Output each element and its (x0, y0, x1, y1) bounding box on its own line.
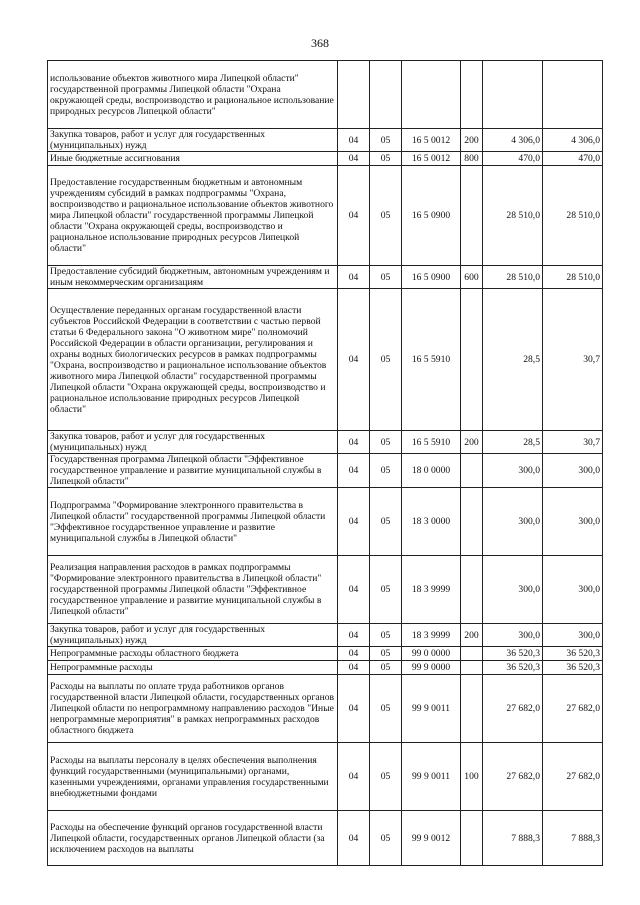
subsection-code-cell: 05 (370, 431, 402, 454)
amount-year2-cell: 300,0 (543, 624, 603, 647)
expense-type-cell (461, 647, 483, 661)
expense-type-cell (461, 556, 483, 624)
amount-year1-cell: 28,5 (483, 431, 543, 454)
table-row (48, 152, 603, 166)
row-name-cell: Непрограммные расходы областного бюджета (48, 647, 338, 661)
section-code-cell: 04 (338, 624, 370, 647)
subsection-code-cell: 05 (370, 556, 402, 624)
expense-type-cell: 600 (461, 266, 483, 289)
amount-year1-cell: 36 520,3 (483, 661, 543, 675)
expense-type-cell (461, 454, 483, 488)
amount-year1-cell: 300,0 (483, 488, 543, 556)
row-name-cell: использование объектов животного мира Липецкой области" государственной программы Липецкой области "Охрана окружающей среды, воспроизводство и рациональное использование природных ресурсов Липецкой области" (48, 61, 338, 129)
table-row (48, 129, 603, 152)
expense-type-cell (461, 166, 483, 266)
subsection-code-cell: 05 (370, 811, 402, 866)
section-code-cell: 04 (338, 661, 370, 675)
amount-year1-cell (483, 61, 543, 129)
target-article-cell: 99 0 0000 (402, 647, 461, 661)
table-row (48, 556, 603, 624)
amount-year1-cell: 27 682,0 (483, 675, 543, 743)
target-article-cell: 16 5 0900 (402, 166, 461, 266)
target-article-cell: 99 9 0011 (402, 743, 461, 811)
target-article-cell: 18 0 0000 (402, 454, 461, 488)
section-code-cell: 04 (338, 289, 370, 431)
subsection-code-cell: 05 (370, 152, 402, 166)
page-number: 368 (311, 36, 329, 50)
row-name-cell: Закупка товаров, работ и услуг для государственных (муниципальных) нужд (48, 129, 338, 152)
subsection-code-cell: 05 (370, 647, 402, 661)
amount-year2-cell (543, 61, 603, 129)
table-row (48, 743, 603, 811)
amount-year1-cell: 300,0 (483, 556, 543, 624)
table-row (48, 454, 603, 488)
target-article-cell: 18 3 0000 (402, 488, 461, 556)
amount-year1-cell: 28 510,0 (483, 266, 543, 289)
table-row (48, 266, 603, 289)
expense-type-cell: 100 (461, 743, 483, 811)
expense-type-cell (461, 289, 483, 431)
row-name-cell: Осуществление переданных органам государственной власти субъектов Российской Федерации в соответствии с частью первой статьи 6 Федерального закона "О животном мире" полномочий Российской Федерации в области организации, регулирования и охраны водных биологических ресурсов в рамках подпрограммы "Охрана, воспроизводство и рациональное использование объектов животного мира Липецкой области" государственной программы Липецкой области "Охрана окружающей среды, воспроизводство и рациональное использование природных ресурсов Липецкой области" (48, 289, 338, 431)
amount-year1-cell: 28 510,0 (483, 166, 543, 266)
target-article-cell (402, 61, 461, 129)
row-name-cell: Закупка товаров, работ и услуг для государственных (муниципальных) нужд (48, 624, 338, 647)
amount-year1-cell: 300,0 (483, 624, 543, 647)
subsection-code-cell: 05 (370, 661, 402, 675)
amount-year2-cell: 7 888,3 (543, 811, 603, 866)
section-code-cell: 04 (338, 152, 370, 166)
subsection-code-cell: 05 (370, 166, 402, 266)
row-name-cell: Расходы на выплаты по оплате труда работников органов государственной власти Липецкой области, государственных органов Липецкой области по непрограммному направлению расходов "Иные непрограммные мероприятия" в рамках непрограммных расходов областного бюджета (48, 675, 338, 743)
table-body (48, 61, 603, 866)
subsection-code-cell: 05 (370, 624, 402, 647)
subsection-code-cell (370, 61, 402, 129)
amount-year2-cell: 36 520,3 (543, 647, 603, 661)
subsection-code-cell: 05 (370, 488, 402, 556)
section-code-cell: 04 (338, 488, 370, 556)
target-article-cell: 16 5 0012 (402, 152, 461, 166)
table-row (48, 675, 603, 743)
target-article-cell: 16 5 5910 (402, 289, 461, 431)
amount-year2-cell: 300,0 (543, 454, 603, 488)
target-article-cell: 99 9 0012 (402, 811, 461, 866)
table-row (48, 431, 603, 454)
expense-type-cell: 200 (461, 431, 483, 454)
subsection-code-cell: 05 (370, 129, 402, 152)
target-article-cell: 18 3 9999 (402, 624, 461, 647)
table-row (48, 289, 603, 431)
amount-year2-cell: 27 682,0 (543, 743, 603, 811)
table-row (48, 61, 603, 129)
row-name-cell: Иные бюджетные ассигнования (48, 152, 338, 166)
table-row (48, 166, 603, 266)
amount-year2-cell: 30,7 (543, 431, 603, 454)
amount-year2-cell: 28 510,0 (543, 266, 603, 289)
expense-type-cell (461, 675, 483, 743)
section-code-cell: 04 (338, 129, 370, 152)
amount-year1-cell: 300,0 (483, 454, 543, 488)
amount-year1-cell: 4 306,0 (483, 129, 543, 152)
amount-year2-cell: 27 682,0 (543, 675, 603, 743)
section-code-cell: 04 (338, 454, 370, 488)
amount-year1-cell: 470,0 (483, 152, 543, 166)
table-row (48, 811, 603, 866)
table-row (48, 647, 603, 661)
row-name-cell: Расходы на обеспечение функций органов государственной власти Липецкой области, государственных органов Липецкой области (за исключением расходов на выплаты (48, 811, 338, 866)
subsection-code-cell: 05 (370, 743, 402, 811)
expense-type-cell: 200 (461, 129, 483, 152)
amount-year2-cell: 470,0 (543, 152, 603, 166)
table-row (48, 624, 603, 647)
amount-year1-cell: 7 888,3 (483, 811, 543, 866)
target-article-cell: 16 5 0900 (402, 266, 461, 289)
subsection-code-cell: 05 (370, 266, 402, 289)
row-name-cell: Непрограммные расходы (48, 661, 338, 675)
row-name-cell: Государственная программа Липецкой области "Эффективное государственное управление и развитие муниципальной службы в Липецкой области" (48, 454, 338, 488)
subsection-code-cell: 05 (370, 675, 402, 743)
amount-year2-cell: 300,0 (543, 488, 603, 556)
amount-year2-cell: 36 520,3 (543, 661, 603, 675)
row-name-cell: Закупка товаров, работ и услуг для государственных (муниципальных) нужд (48, 431, 338, 454)
table-row (48, 488, 603, 556)
row-name-cell: Предоставление государственным бюджетным и автономным учреждениям субсидий в рамках подпрограммы "Охрана, воспроизводство и рациональное использование объектов животного мира Липецкой области" государственной программы Липецкой области "Охрана окружающей среды, воспроизводство и рациональное использование природных ресурсов Липецкой области" (48, 166, 338, 266)
section-code-cell: 04 (338, 675, 370, 743)
section-code-cell: 04 (338, 556, 370, 624)
section-code-cell: 04 (338, 431, 370, 454)
subsection-code-cell: 05 (370, 289, 402, 431)
target-article-cell: 16 5 0012 (402, 129, 461, 152)
budget-table (47, 60, 603, 866)
section-code-cell: 04 (338, 266, 370, 289)
section-code-cell (338, 61, 370, 129)
target-article-cell: 99 9 0011 (402, 675, 461, 743)
section-code-cell: 04 (338, 743, 370, 811)
expense-type-cell (461, 661, 483, 675)
section-code-cell: 04 (338, 811, 370, 866)
expense-type-cell (461, 811, 483, 866)
amount-year2-cell: 28 510,0 (543, 166, 603, 266)
expense-type-cell (461, 488, 483, 556)
amount-year2-cell: 4 306,0 (543, 129, 603, 152)
row-name-cell: Подпрограмма "Формирование электронного правительства в Липецкой области" государственной программы Липецкой области "Эффективное государственное управление и развитие муниципальной службы в Липецкой области" (48, 488, 338, 556)
amount-year2-cell: 30,7 (543, 289, 603, 431)
section-code-cell: 04 (338, 166, 370, 266)
subsection-code-cell: 05 (370, 454, 402, 488)
expense-type-cell: 200 (461, 624, 483, 647)
target-article-cell: 99 9 0000 (402, 661, 461, 675)
target-article-cell: 16 5 5910 (402, 431, 461, 454)
amount-year1-cell: 27 682,0 (483, 743, 543, 811)
row-name-cell: Реализация направления расходов в рамках подпрограммы "Формирование электронного правительства в Липецкой области" государственной программы Липецкой области "Эффективное государственное управление и развитие муниципальной службы в Липецкой области" (48, 556, 338, 624)
amount-year2-cell: 300,0 (543, 556, 603, 624)
target-article-cell: 18 3 9999 (402, 556, 461, 624)
amount-year1-cell: 28,5 (483, 289, 543, 431)
expense-type-cell (461, 61, 483, 129)
amount-year1-cell: 36 520,3 (483, 647, 543, 661)
table-row (48, 661, 603, 675)
row-name-cell: Расходы на выплаты персоналу в целях обеспечения выполнения функций государственными (муниципальными) органами, казенными учреждениями, органами управления государственными внебюджетными фондами (48, 743, 338, 811)
section-code-cell: 04 (338, 647, 370, 661)
expense-type-cell: 800 (461, 152, 483, 166)
row-name-cell: Предоставление субсидий бюджетным, автономным учреждениям и иным некоммерческим организациям (48, 266, 338, 289)
